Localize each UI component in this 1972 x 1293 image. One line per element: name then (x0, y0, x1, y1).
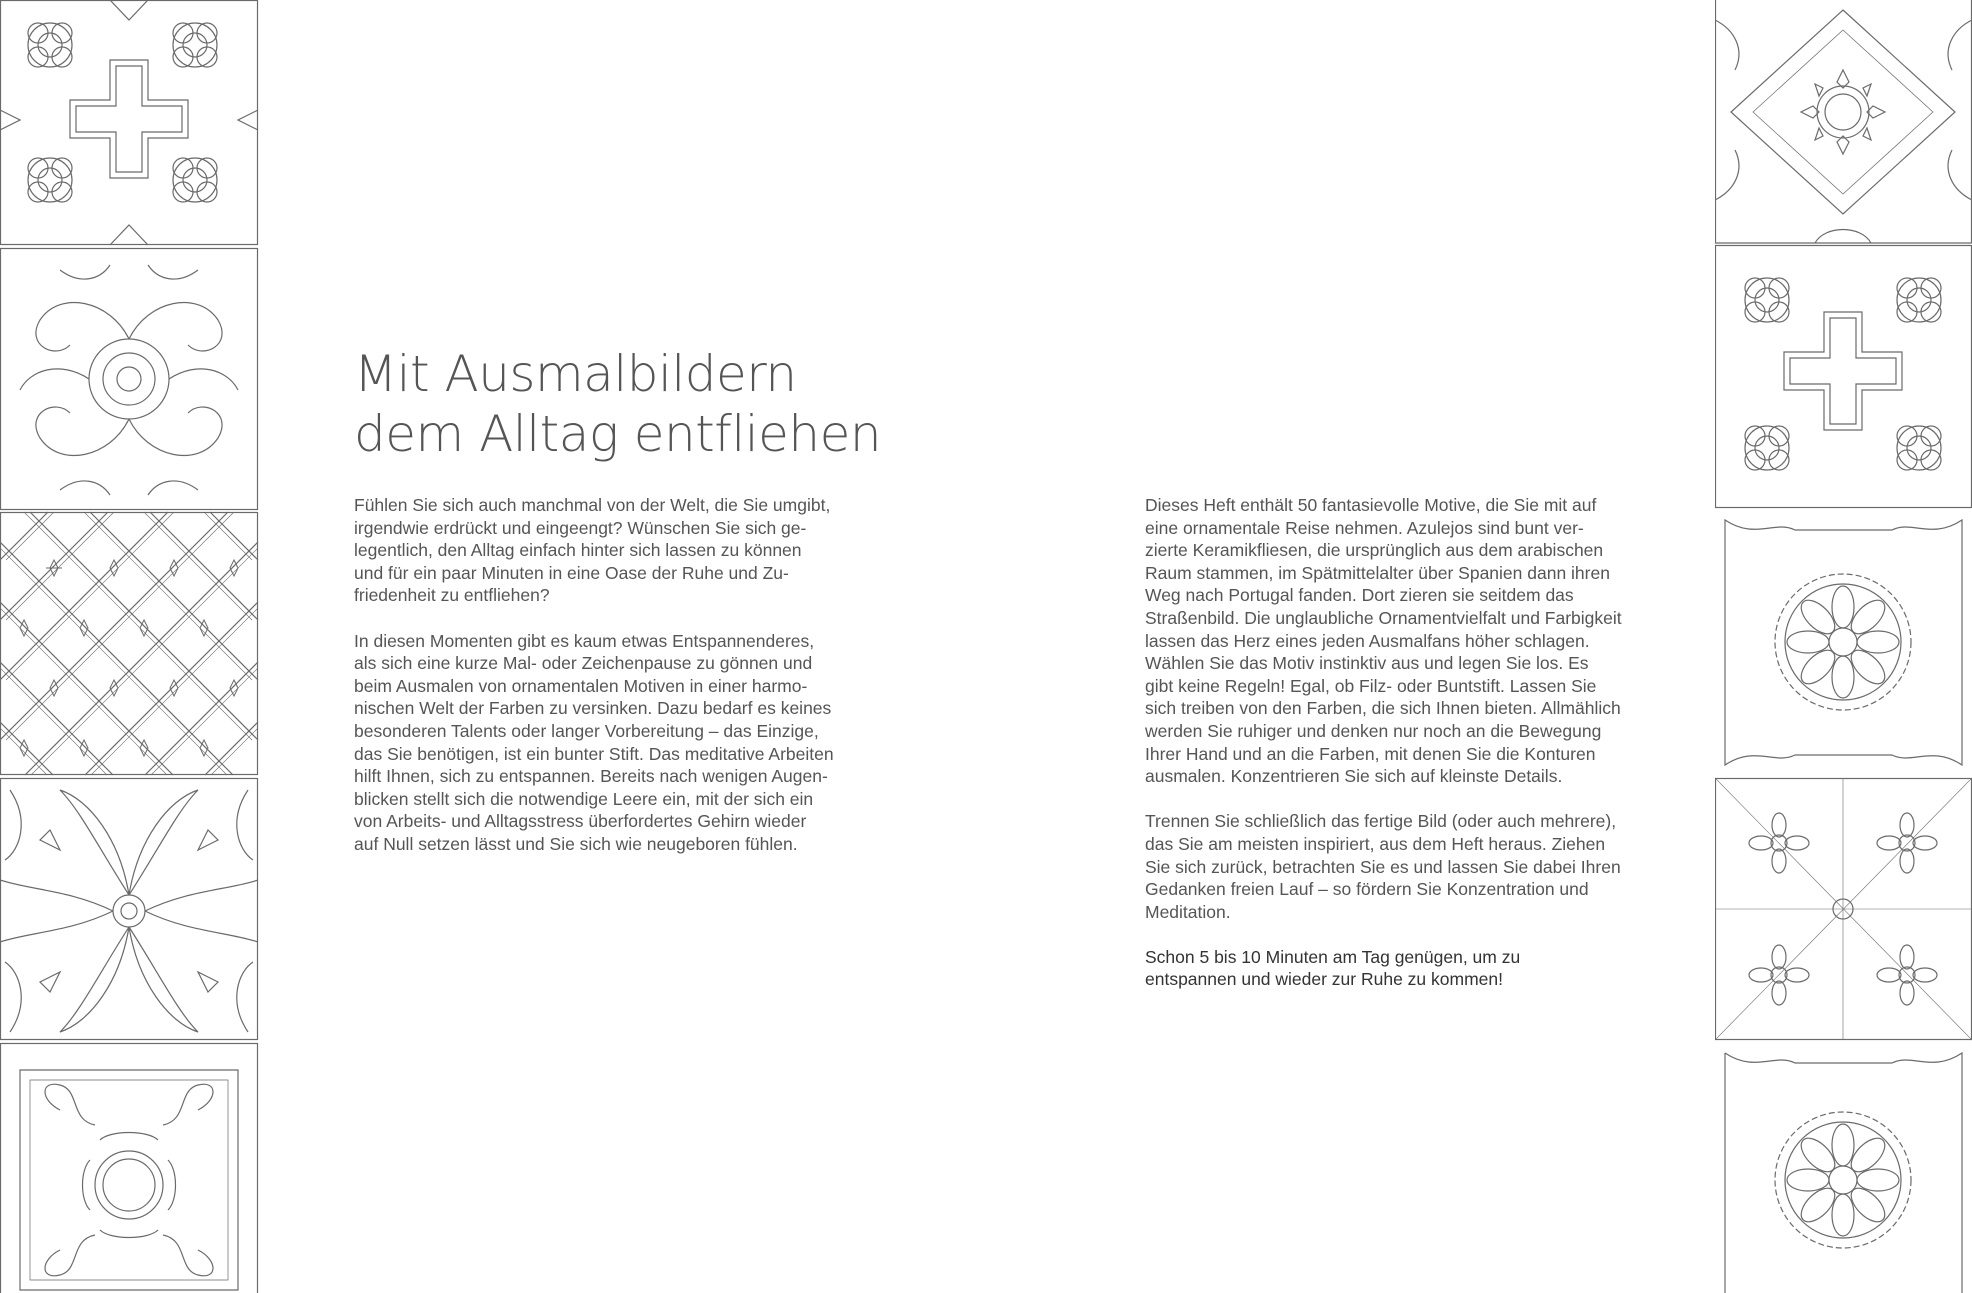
left-text-column (354, 494, 844, 878)
sun-flower-tile-icon (1725, 1053, 1962, 1293)
paragraph: Fühlen Sie sich auch manchmal von der Welt, die Sie umgibt, irgendwie erdrückt und eingeengt? Wünschen Sie sich ge- legentlich, den Alltag einfach hinter sich lassen zu können und für ein paar Minuten in eine Oase der Ruhe und Zu- friedenheit zu entfliehen? (354, 495, 831, 606)
petal-star-tile-icon (0, 779, 258, 1040)
page-title (354, 344, 881, 464)
title-line-1: Mit Ausmalbildern (354, 345, 797, 403)
right-ornament-strip (1715, 0, 1972, 1293)
paragraph: Dieses Heft enthält 50 fantasievolle Motive, die Sie mit auf eine ornamentale Reise nehmen. Azulejos sind bunt ver- zierte Keramikfliesen, die ursprünglich aus dem arabischen Raum stammen, im Spätmittelalter über Spanien dann ihren Weg nach Portugal fanden. Dort zieren sie seitdem das Straßenbild. Die unglaubliche Ornamentvielfalt und Farbigkeit lassen das Herz eines jeden Ausmalfans höher schlagen. Wählen Sie das Motiv instinktiv aus und legen Sie los. Es gibt keine Regeln! Egal, ob Filz- oder Buntstift. Lassen Sie sich treiben von den Farben, die sich Ihnen bieten. Allmählich werden Sie ruhiger und denken nur noch an die Bewegung Ihrer Hand und an die Farben, mit denen Sie die Konturen ausmalen. Konzentrieren Sie sich auf kleinste Details. (1145, 495, 1622, 787)
right-text-column (1145, 494, 1635, 1014)
scroll-flower-tile-icon (1, 249, 258, 510)
quatrefoil-cross-tile-icon (0, 0, 258, 245)
flower-grid-tile-icon (1715, 778, 1972, 1040)
quatrefoil-cross-tile-icon (1716, 246, 1972, 508)
sun-flower-tile-icon (1725, 520, 1962, 765)
left-ornament-strip (0, 0, 259, 1293)
diamond-rosette-tile-icon (1715, 0, 1972, 243)
paragraph: Trennen Sie schließlich das fertige Bild (oder auch mehrere), das Sie am meisten inspiriert, aus dem Heft heraus. Ziehen Sie sich zurück, betrachten Sie es und lassen Sie dabei Ihren Gedanken freien Lauf – so fördern Sie Konzentration und Meditation. (1145, 811, 1621, 922)
paragraph: In diesen Momenten gibt es kaum etwas Entspannenderes, als sich eine kurze Mal- oder Zeichenpause zu gönnen und beim Ausmalen von ornamentalen Motiven in einer harmo- nischen Welt der Farben zu versinken. Dazu bedarf es keines besonderen Talents oder langer Vorbereitung – das Einzige, das Sie benötigen, ist ein bunter Stift. Das meditative Arbeiten hilft Ihnen, sich zu entspannen. Bereits nach wenigen Augen- blicken stellt sich die notwendige Leere ein, mit der sich ein von Arbeits- und Alltagsstress überfordertes Gehirn wieder auf Null setzen lässt und Sie sich wie neugeboren fühlen. (354, 630, 834, 854)
closing-statement: Schon 5 bis 10 Minuten am Tag genügen, um zu entspannen und wieder zur Ruhe zu kommen! (1145, 946, 1521, 990)
title-line-2: dem Alltag entfliehen (354, 405, 882, 463)
diamond-grid-tile-icon (0, 512, 258, 775)
arabesque-circle-tile-icon (1, 1044, 258, 1293)
